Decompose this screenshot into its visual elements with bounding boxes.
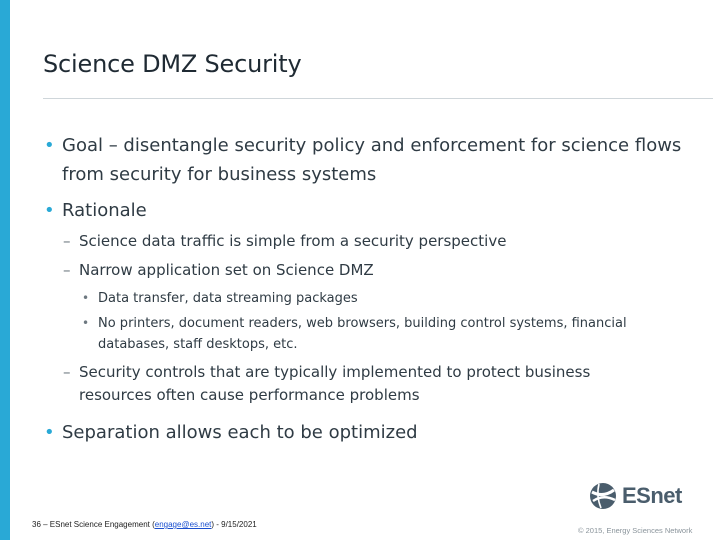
logo-wordmark: ESnet [622,483,682,508]
bullet-text: Science data traffic is simple from a security perspective [79,232,507,250]
bullet-separation [44,418,694,447]
bullet-marker: • [82,316,90,330]
bullet-marker: • [82,291,90,305]
slide-footer [32,520,257,529]
subbullet-narrow-apps [63,259,663,282]
subbullet-simple-traffic [63,230,663,253]
bullet-text: Security controls that are typically implemented to protect business resources often cause performance problems [79,363,591,404]
copyright-notice: © 2015, Energy Sciences Network [578,526,693,535]
bullet-text: Separation allows each to be optimized [62,422,418,443]
accent-bar [0,0,10,540]
footer-prefix: 36 – ESnet Science Engagement ( [32,520,155,529]
bullet-text: Goal – disentangle security policy and enforcement for science flows from security for business systems [62,135,682,185]
bullet-text: Rationale [62,200,147,221]
bullet-text: Narrow application set on Science DMZ [79,261,374,279]
subsubbullet-data-transfer [82,288,642,309]
subbullet-security-controls [63,361,663,407]
bullet-text: Data transfer, data streaming packages [98,291,358,306]
bullet-marker: • [44,200,55,221]
footer-suffix: ) - 9/15/2021 [211,520,257,529]
bullet-marker: • [44,422,55,443]
bullet-text: No printers, document readers, web browsers, building control systems, financial databases, staff desktops, etc. [98,316,627,352]
subsubbullet-no-printers [82,313,642,355]
globe-icon [588,481,618,511]
bullet-marker: – [63,261,71,279]
bullet-marker: • [44,135,55,156]
bullet-marker: – [63,363,71,381]
title-divider [43,98,713,99]
engage-email-link[interactable]: engage@es.net [154,520,212,529]
bullet-goal [44,131,694,189]
esnet-logo [588,481,682,511]
bullet-marker: – [63,232,71,250]
bullet-rationale [44,196,694,225]
slide-title: Science DMZ Security [43,50,302,78]
